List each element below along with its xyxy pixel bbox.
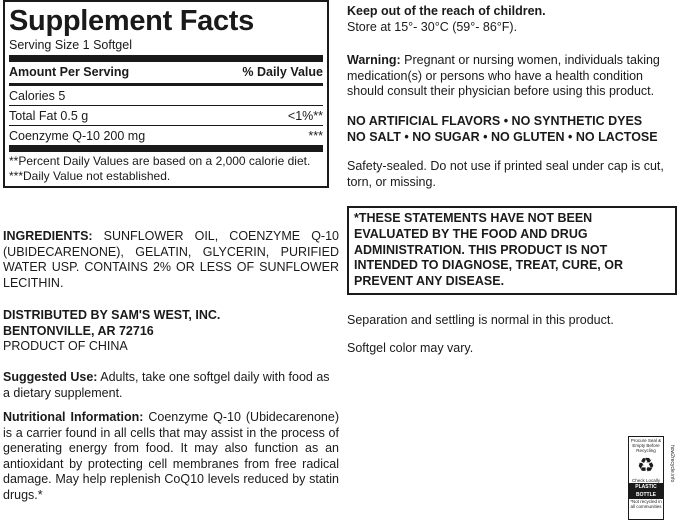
facts-row-value: *** <box>308 129 323 143</box>
plastic-text: PLASTIC <box>629 483 663 491</box>
suggested-use-text: Adults, take one softgel daily with food as a dietary supplement. <box>3 370 330 400</box>
nutritional-info-block <box>3 410 339 504</box>
supplement-facts-panel <box>3 0 329 188</box>
daily-value-label: % Daily Value <box>242 65 323 79</box>
ingredients-text: SUNFLOWER OIL, COENZYME Q-10 (UBIDECARENONE), GELATIN, GLYCERIN, PURIFIED WATER USP. CONTAINS 2% OR LESS OF SUNFLOWER LECITHIN. <box>3 229 339 290</box>
facts-row-value: <1%** <box>287 109 323 123</box>
claims-line2: NO SALT • NO SUGAR • NO GLUTEN • NO LACTOSE <box>347 129 658 144</box>
nutritional-info-text: Coenzyme Q-10 (Ubidecarenone) is a carrier found in all cells that may assist in the process of generating energy from food. It may also function as an antioxidant by protecting cell membranes from free radical damage. May help replenish CoQ10 levels reduced by statin drugs.* <box>3 410 339 502</box>
nutritional-info-label: Nutritional Information: <box>3 410 144 424</box>
distributor-block <box>3 308 339 355</box>
claims-line1: NO ARTIFICIAL FLAVORS • NO SYNTHETIC DYES <box>347 113 643 128</box>
bottle-text: BOTTLE <box>629 491 663 499</box>
suggested-use-block <box>3 370 339 401</box>
keep-away-children: Keep out of the reach of children. <box>347 4 546 18</box>
separation-text: Separation and settling is normal in this product. <box>347 313 614 328</box>
distributor-line1: DISTRIBUTED BY SAM'S WEST, INC. <box>3 308 221 322</box>
right-column <box>347 0 677 357</box>
how2recycle-url: how2recycle.info <box>669 445 675 483</box>
safety-sealed-text: Safety-sealed. Do not use if printed seal under cap is cut, torn, or missing. <box>347 159 664 189</box>
storage-temperature: Store at 15°- 30°C (59°- 86°F). <box>347 19 518 34</box>
not-recycled-note: *Not recycled in all communities <box>630 499 662 509</box>
facts-header-row <box>9 62 323 86</box>
facts-row-calories <box>9 86 323 106</box>
facts-row-coq10 <box>9 126 323 152</box>
how2recycle-label <box>628 436 664 520</box>
check-locally-text: Check Locally <box>631 478 660 483</box>
softgel-color-text: Softgel color may vary. <box>347 340 474 355</box>
ingredients-block <box>3 229 339 291</box>
suggested-use-label: Suggested Use: <box>3 370 98 384</box>
warning-text: Pregnant or nursing women, individuals taking medication(s) or persons who have a health condition should consult their physician before using this product. <box>347 53 660 99</box>
facts-row-label: Total Fat 0.5 g <box>9 109 89 123</box>
recycle-arrows-icon: ♻ <box>637 455 655 477</box>
warning-label: Warning: <box>347 53 401 68</box>
facts-row-total-fat <box>9 106 323 126</box>
amount-per-serving-label: Amount Per Serving <box>9 65 130 79</box>
distributor-line2: BENTONVILLE, AR 72716 <box>3 323 154 338</box>
facts-title: Supplement Facts <box>9 5 254 37</box>
facts-row-label: Calories 5 <box>9 89 66 103</box>
footnote-daily-values: **Percent Daily Values are based on a 2,000 calorie diet. <box>9 154 311 168</box>
ingredients-label: INGREDIENTS: <box>3 229 93 243</box>
fda-statement-box: *THESE STATEMENTS HAVE NOT BEEN EVALUATED BY THE FOOD AND DRUG ADMINISTRATION. THIS PRODUCT IS NOT INTENDED TO DIAGNOSE, TREAT, CURE, OR PREVENT ANY DISEASE. <box>347 206 677 295</box>
serving-size: Serving Size 1 Softgel <box>9 38 323 62</box>
warning-block <box>347 53 677 100</box>
recycle-top-text: Procure Seal & Empty Before Recycling <box>630 438 662 453</box>
facts-row-label: Coenzyme Q-10 200 mg <box>9 129 146 143</box>
left-column <box>3 0 339 502</box>
footnote-not-established: ***Daily Value not established. <box>9 169 171 183</box>
distributor-line3: PRODUCT OF CHINA <box>3 339 128 354</box>
